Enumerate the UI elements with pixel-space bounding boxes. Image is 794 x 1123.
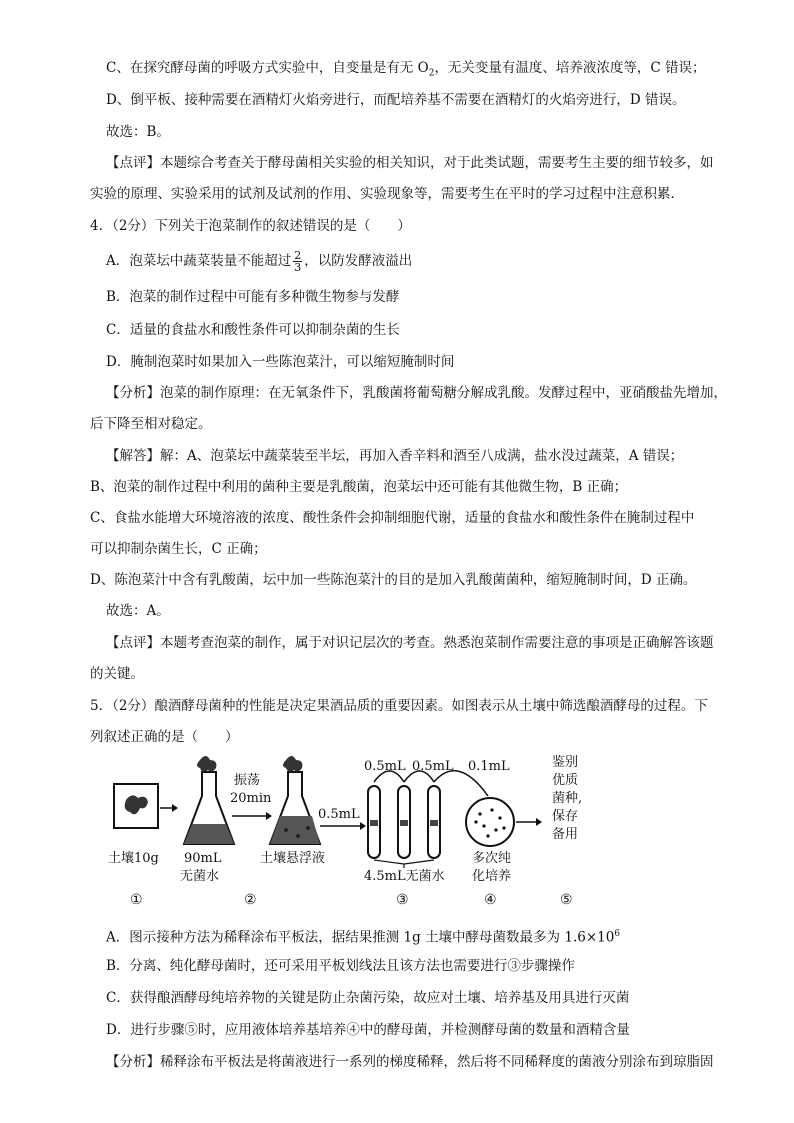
line-answer4: 故选：A。	[106, 603, 170, 619]
line-comment4-b: 的关键。	[90, 666, 144, 682]
label-shake-a: 振荡	[234, 773, 261, 788]
line-answer3: 故选：B。	[106, 124, 170, 140]
arrow-icon	[266, 812, 272, 820]
line-analysis4-b: 后下降至相对稳定。	[90, 416, 212, 432]
label-water90-a: 90mL	[184, 851, 222, 866]
flask-icon	[184, 756, 234, 844]
question-4: 4．（2分）下列关于泡菜制作的叙述错误的是（ ）	[90, 218, 411, 234]
option-5b: B．分离、纯化酵母菌时，还可采用平板划线法且该方法也需要进行③步骤操作	[106, 958, 575, 974]
arrow-icon	[172, 804, 178, 812]
label-identify-4: 备用	[552, 827, 579, 842]
option-5c: C．获得酿酒酵母纯培养物的关键是防止杂菌污染，故应对土壤、培养基及用具进行灭菌	[106, 990, 630, 1006]
option-4d: D．腌制泡菜时如果加入一些陈泡菜汁，可以缩短腌制时间	[106, 354, 455, 370]
option-4b: B．泡菜的制作过程中可能有多种微生物参与发酵	[106, 289, 400, 305]
line-solution4: 【解答】解：A、泡菜坛中蔬菜装至半坛，再加入香辛料和酒至八成满，盐水没过蔬菜，A 错误；	[106, 448, 684, 464]
step-3: ③	[396, 892, 409, 908]
screening-diagram	[106, 752, 616, 912]
line-solution4-c-a: C、食盐水能增大环境溶液的浓度、酸性条件会抑制细胞代谢，适量的食盐水和酸性条件在腌制过程中	[90, 510, 695, 526]
line-solution4-d: D、陈泡菜汁中含有乳酸菌，坛中加一些陈泡菜汁的目的是加入乳酸菌菌种，缩短腌制时间，D 正确。	[90, 572, 697, 588]
line-solution4-b: B、泡菜的制作过程中利用的菌种主要是乳酸菌，泡菜坛中还可能有其他微生物，B 正确；	[90, 479, 628, 495]
line-comment3-a: 【点评】本题综合考查关于酵母菌相关实验的相关知识，对于此类试题，需要考生主要的细节较多，如	[106, 155, 714, 171]
option-4c: C．适量的食盐水和酸性条件可以抑制杂菌的生长	[106, 322, 400, 338]
question-5-b: 列叙述正确的是（ ）	[90, 729, 239, 745]
line-analysis4-a: 【分析】泡菜的制作原理：在无氧条件下，乳酸菌将葡萄糖分解成乳酸。发酵过程中，亚硝酸盐先增加，	[106, 385, 727, 401]
step-1: ①	[130, 892, 143, 908]
soil-icon	[125, 795, 148, 814]
label-identify-2: 菌种,	[552, 791, 583, 806]
line-c3: C、在探究酵母菌的呼吸方式实验中，自变量是有无 $O_2$，无关变量有温度、培养液浓度等，C 错误；	[106, 60, 706, 79]
label-identify-3: 保存	[552, 809, 579, 824]
line-solution4-c-b: 可以抑制杂菌生长，C 正确；	[90, 541, 267, 557]
label-identify-1: 优质	[552, 773, 579, 788]
option-5a: A．图示接种方法为稀释涂布平板法，据结果推测 1g 土壤中酵母菌数最多为 $1.6\times 10^6$	[106, 929, 621, 946]
line-d3: D、倒平板、接种需要在酒精灯火焰旁进行，而配培养基不需要在酒精灯的火焰旁进行，D 错误。	[106, 92, 686, 108]
line-comment3-b: 实验的原理、实验采用的试剂及试剂的作用、实验现象等，需要考生在平时的学习过程中注意积累．	[90, 186, 684, 202]
option-4a: A．泡菜坛中蔬菜装量不能超过 $\frac{2}{3}$ ，以防发酵液溢出	[106, 249, 413, 274]
step-5: ⑤	[560, 892, 573, 908]
label-volume-c: 0.1mL	[468, 759, 510, 774]
label-soil: 土壤10g	[108, 851, 159, 866]
label-water90-b: 无菌水	[180, 869, 220, 884]
label-shake-b: 20min	[230, 791, 272, 806]
label-suspension: 土壤悬浮液	[260, 851, 326, 866]
flask-icon	[270, 756, 320, 844]
line-comment4-a: 【点评】本题考查泡菜的制作，属于对识记层次的考查。熟悉泡菜制作需要注意的事项是正确解答该题	[106, 635, 714, 651]
fraction: $\frac{2}{3}$	[294, 249, 302, 274]
culture-plate	[466, 798, 514, 846]
label-purify-a: 多次纯	[472, 851, 512, 866]
label-volume-b: 0.5mL	[412, 759, 454, 774]
step-4: ④	[484, 892, 497, 908]
line-analysis5: 【分析】稀释涂布平板法是将菌液进行一系列的梯度稀释，然后将不同稀释度的菌液分别涂布到琼脂固	[106, 1054, 714, 1070]
option-5d: D．进行步骤⑤时，应用液体培养基培养④中的酵母菌，并检测酵母菌的数量和酒精含量	[106, 1022, 630, 1038]
arrow-icon	[360, 822, 366, 830]
test-tubes	[368, 771, 488, 868]
label-water45: 4.5mL无菌水	[364, 869, 445, 884]
arrow-icon	[536, 818, 542, 826]
label-volume-first: 0.5mL	[318, 807, 360, 822]
step-2: ②	[244, 892, 257, 908]
label-volume-a: 0.5mL	[364, 759, 406, 774]
label-identify-0: 鉴别	[552, 755, 579, 770]
label-purify-b: 化培养	[472, 869, 512, 884]
question-5-a: 5．（2分）酿酒酵母菌种的性能是决定果酒品质的重要因素。如图表示从土壤中筛选酿酒酵母的过程。下	[90, 698, 708, 714]
